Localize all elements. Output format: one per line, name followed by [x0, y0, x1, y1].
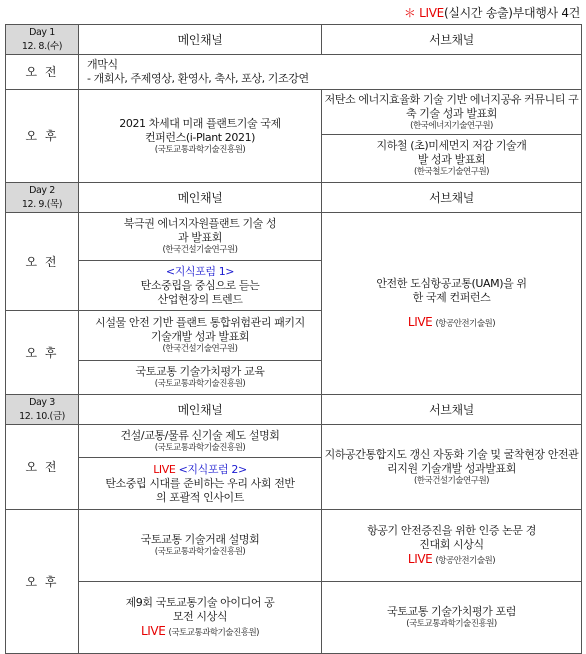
- event-org: (국토교통과학기술진흥원): [406, 619, 497, 629]
- day2-am-main-event-2: [79, 261, 322, 311]
- event-title: 탄소중립 시대를 준비하는 우리 사회 전반의 포괄적 인사이트: [105, 476, 295, 504]
- event-title: 지하철 (초)미세먼지 저감 기술개발 성과 발표회: [376, 139, 527, 166]
- day3-am-row-1: [6, 425, 582, 458]
- day3-sub-channel: 서브채널: [322, 395, 582, 425]
- live-tag: LIVE: [407, 315, 433, 329]
- event-title: 지하공간통합지도 갱신 자동화 기술 및 굴착현장 안전관리지원 기술개발 성과발표회: [324, 447, 579, 475]
- day3-pm-row-1: [6, 510, 582, 582]
- event-org: (한국건설기술연구원): [162, 245, 238, 255]
- event-title: 건설/교통/물류 신기술 제도 설명회: [120, 428, 280, 442]
- day1-pm-main-event: [79, 90, 322, 183]
- live-tag: LIVE: [407, 552, 433, 566]
- day3-pm-sub-event-2: [322, 582, 582, 654]
- event-org: (국토교통과학기술진흥원): [154, 442, 246, 453]
- day3-am-label: 오 전: [6, 425, 79, 510]
- event-title: 탄소중립을 중심으로 듣는 산업현장의 트렌드: [140, 278, 260, 306]
- day2-main-channel: 메인채널: [79, 183, 322, 213]
- day1-label: [6, 25, 79, 55]
- day1-pm-label: 오 후: [6, 90, 79, 183]
- day2-label: [6, 183, 79, 213]
- event-org: (한국건설기술연구원): [413, 475, 490, 486]
- live-tag: LIVE: [153, 462, 176, 476]
- day3-main-channel: 메인채널: [79, 395, 322, 425]
- day3-header-row: [6, 395, 582, 425]
- day2-pm-main-event-2: [79, 361, 322, 395]
- day2-pm-main-event-1: [79, 311, 322, 361]
- day3-pm-label: 오 후: [6, 510, 79, 654]
- day3-am-main-event-2: [79, 458, 322, 510]
- day1-day: Day 1: [29, 26, 55, 38]
- day1-pm-sub-event-1: [322, 90, 582, 135]
- day1-pm-row-1: [6, 90, 582, 135]
- day3-label: [6, 395, 79, 425]
- day3-date: 12. 10.(금): [19, 410, 65, 422]
- live-tag: LIVE: [141, 624, 166, 638]
- day3-am-sub-event: [322, 425, 582, 510]
- event-title: 저탄소 에너지효율화 기술 기반 에너지공유 커뮤니티 구축 기술 성과 발표회: [324, 92, 579, 120]
- day3-pm-main-event-1: [79, 510, 322, 582]
- event-org: (국토교통과학기술진흥원): [154, 379, 246, 389]
- event-title: 국토교통 기술가치평가 교육: [135, 365, 265, 378]
- note-text: (실시간 송출)부대행사 4건: [443, 6, 580, 20]
- day1-date: 12. 8.(수): [21, 40, 63, 52]
- event-org: (항공안전기술원): [435, 319, 496, 329]
- day2-sub-event: [322, 213, 582, 395]
- opening-title: 개막식: [87, 58, 118, 71]
- day2-header-row: [6, 183, 582, 213]
- day1-pm-sub-event-2: [322, 135, 582, 183]
- event-title: 안전한 도심항공교통(UAM)을 위한 국제 컨퍼런스: [376, 277, 527, 304]
- event-org: (국토교통과학기술진흥원): [168, 628, 259, 638]
- note-prefix: ＊: [403, 6, 420, 20]
- event-title: 시설물 안전 기반 플랜트 통합위험관리 패키지 기술개발 성과 발표회: [95, 316, 305, 343]
- event-title: 국토교통 기술거래 설명회: [140, 533, 260, 546]
- forum-tag: <지식포럼 2>: [178, 462, 247, 476]
- day1-header-row: [6, 25, 582, 55]
- event-title: 항공기 안전증진을 위한 인증 논문 경진대회 시상식: [367, 524, 536, 551]
- event-org: (항공안전기술원): [435, 556, 496, 566]
- forum-tag: <지식포럼 1>: [165, 264, 235, 278]
- day2-pm-label: 오 후: [6, 311, 79, 395]
- day1-main-channel: 메인채널: [79, 25, 322, 55]
- note-live: LIVE: [419, 6, 444, 20]
- event-title: 2021 차세대 미래 플랜트기술 국제컨퍼런스(i-Plant 2021): [119, 116, 281, 144]
- day1-am-row: [6, 55, 582, 90]
- day3-pm-sub-event-1: [322, 510, 582, 582]
- event-title: 제9회 국토교통기술 아이디어 공모전 시상식: [125, 596, 275, 623]
- day3-pm-row-2: [6, 582, 582, 654]
- event-title: 국토교통 기술가치평가 포럼: [387, 605, 516, 618]
- day3-pm-main-event-2: [79, 582, 322, 654]
- event-org: (한국철도기술연구원): [413, 167, 490, 177]
- event-org: (한국에너지기술연구원): [410, 120, 493, 131]
- day1-sub-channel: 서브채널: [322, 25, 582, 55]
- event-title: 북극권 에너지자원플랜트 기술 성과 발표회: [123, 217, 277, 244]
- event-org: (국토교통과학기술진흥원): [154, 144, 246, 155]
- day2-day: Day 2: [29, 184, 55, 196]
- schedule-table: [5, 24, 582, 654]
- day2-date: 12. 9.(목): [21, 198, 63, 210]
- day2-am-label: 오 전: [6, 213, 79, 311]
- event-org: (국토교통과학기술진흥원): [154, 547, 246, 557]
- day3-am-main-event-1: [79, 425, 322, 458]
- day2-sub-channel: 서브채널: [322, 183, 582, 213]
- day1-am-label: 오 전: [6, 55, 79, 90]
- day2-am-row-1: [6, 213, 582, 261]
- event-org: (한국건설기술연구원): [162, 344, 238, 354]
- live-note: [404, 4, 580, 21]
- day1-am-opening: [79, 55, 582, 90]
- day3-day: Day 3: [29, 396, 55, 408]
- opening-detail: - 개회사, 주제영상, 환영사, 축사, 포상, 기조강연: [87, 72, 309, 85]
- day2-am-main-event-1: [79, 213, 322, 261]
